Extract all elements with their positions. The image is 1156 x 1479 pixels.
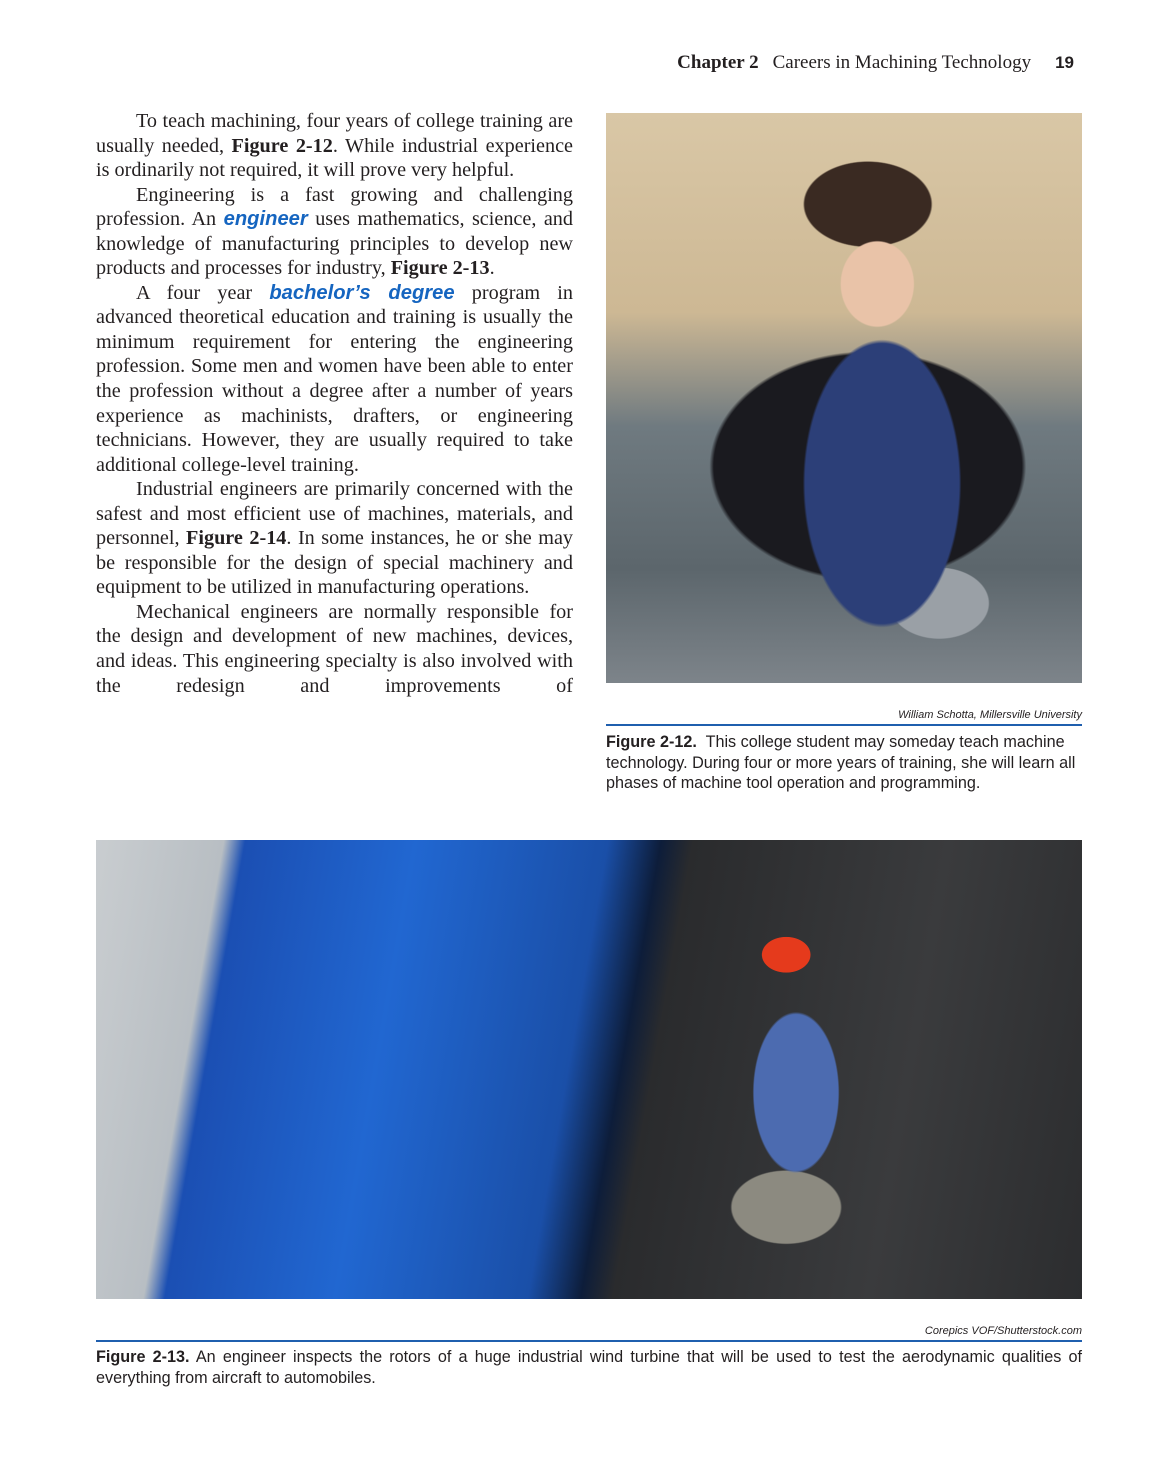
paragraph <box>96 600 573 698</box>
text: . In some instances, he or she may be responsible for the design of special machinery and equipment to be utilized in manufacturing operations. <box>96 527 574 599</box>
paragraph <box>96 183 573 281</box>
figure-caption <box>606 732 1086 794</box>
paragraph <box>96 281 573 477</box>
figure-caption <box>96 1347 1082 1388</box>
running-header <box>677 52 1074 74</box>
key-term: bachelor’s degree <box>269 281 455 304</box>
body-text-column <box>96 109 573 698</box>
chapter-number: Chapter 2 <box>677 52 759 73</box>
figure-reference: Figure 2-13 <box>390 257 490 280</box>
paragraph <box>96 477 573 600</box>
caption-text: This college student may someday teach machine technology. During four or more years of training, she will learn all phases of machine tool operation and programming. <box>606 733 1076 792</box>
figure-2-13-photo <box>96 840 1082 1299</box>
caption-rule <box>96 1340 1082 1342</box>
text: uses mathematics, science, and knowledge of manufacturing principles to develop new products and processes for industry, <box>96 208 573 280</box>
figure-label: Figure 2-12. <box>606 733 697 751</box>
photo-credit: William Schotta, Millersville University <box>898 709 1082 721</box>
figure-label: Figure 2-13. <box>96 1348 190 1366</box>
text: Engineering is a fast growing and challenging profession. An <box>96 183 573 231</box>
figure-reference: Figure 2-14 <box>186 527 287 550</box>
text: To teach machining, four years of college training are usually needed, <box>96 110 573 157</box>
caption-rule <box>606 724 1082 726</box>
figure-reference: Figure 2-12 <box>231 134 333 157</box>
figure-2-12-photo <box>606 113 1082 683</box>
caption-text: An engineer inspects the rotors of a huge industrial wind turbine that will be used to test the aerodynamic qualities of everything from aircraft to automobiles. <box>96 1348 1082 1387</box>
text: . While industrial experience is ordinarily not required, it will prove very helpful. <box>96 134 573 182</box>
key-term: engineer <box>223 208 308 231</box>
text: Industrial engineers are primarily concerned with the safest and most efficient use of machines, materials, and personnel, <box>96 478 573 550</box>
text: . <box>489 257 495 280</box>
text: program in advanced theoretical education and training is usually the minimum requirement for entering the engineering profession. Some men and women have been able to enter the profession without a degree after a number of years experience as machinists, drafters, or engineering technicians. However, they are usually required to take additional college-level training. <box>96 281 573 476</box>
paragraph <box>96 109 573 183</box>
text: Mechanical engineers are normally responsible for the design and development of new machines, devices, and ideas. This engineering specialty is also involved with the redesign and improvements of <box>96 600 573 697</box>
photo-credit: Corepics VOF/Shutterstock.com <box>924 1325 1082 1337</box>
text: A four year <box>136 281 270 304</box>
page-number: 19 <box>1055 53 1074 72</box>
chapter-title: Careers in Machining Technology <box>772 52 1032 73</box>
